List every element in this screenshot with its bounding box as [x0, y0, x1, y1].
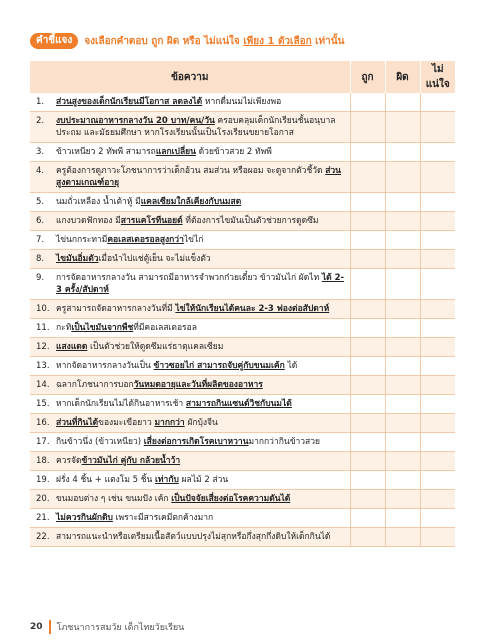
statement-emphasis: สารแคโรทีนอยด์ [120, 216, 183, 226]
answer-cell-false[interactable] [385, 376, 420, 395]
answer-cell-true[interactable] [350, 112, 385, 143]
statement-segment: ครูสามารถจัดอาหารกลางวันที่มี [56, 304, 176, 314]
table-row [30, 528, 455, 547]
table-header-row [30, 61, 455, 93]
statement-emphasis: วันหมดอายุและวันที่ผลิตของอาหาร [133, 380, 263, 390]
statement-text [56, 322, 346, 334]
statement-number: 19. [36, 475, 50, 485]
statement-cell [30, 231, 350, 250]
statement-emphasis: เป็นไขมันจากพืช [71, 323, 134, 333]
instruction-text-pre: จงเลือกคำตอบ ถูก ผิด หรือ ไม่แน่ใจ [84, 35, 244, 47]
table-row [30, 112, 455, 143]
statement-cell [30, 452, 350, 471]
statement-cell [30, 357, 350, 376]
answer-cell-unsure[interactable] [420, 376, 455, 395]
statement-cell [30, 112, 350, 143]
header-true: ถูก [350, 61, 385, 93]
answer-cell-true[interactable] [350, 193, 385, 212]
statement-cell [30, 414, 350, 433]
statement-emphasis: มากกว่า [154, 418, 185, 428]
answer-cell-unsure[interactable] [420, 528, 455, 547]
header-statement: ข้อความ [30, 61, 350, 93]
answer-cell-unsure[interactable] [420, 433, 455, 452]
statement-emphasis: เป็นปัจจัยเสี่ยงต่อโรคความดันได้ [171, 494, 291, 504]
statement-cell [30, 143, 350, 162]
quiz-table [30, 61, 455, 547]
statement-segment: นมถั่วเหลือง น้ำเต้าหู้ มี [56, 197, 141, 207]
statement-segment: แกงบวดฟักทอง มี [56, 216, 121, 226]
statement-text [56, 360, 346, 372]
answer-cell-true[interactable] [350, 162, 385, 193]
statement-number: 7. [36, 235, 45, 245]
statement-cell [30, 338, 350, 357]
statement-emphasis: เสี่ยงต่อการเกิดโรคเบาหวาน [143, 437, 249, 447]
statement-cell [30, 319, 350, 338]
answer-cell-false[interactable] [385, 395, 420, 414]
statement-segment: มากกว่ากินข้าวสวย [248, 437, 320, 447]
answer-cell-true[interactable] [350, 528, 385, 547]
answer-cell-false[interactable] [385, 112, 420, 143]
statement-number: 11. [36, 323, 50, 333]
statement-emphasis: แคลเซียมใกล้เคียงกับนมสด [140, 197, 242, 207]
statement-segment: เพราะมีสารเคมีตกค้างมาก [112, 513, 214, 523]
table-row [30, 212, 455, 231]
answer-cell-true[interactable] [350, 300, 385, 319]
answer-cell-false[interactable] [385, 193, 420, 212]
statement-cell [30, 509, 350, 528]
table-row [30, 269, 455, 300]
statement-segment: ที่ต้องการไขมันเป็นตัวช่วยการดูดซึม [182, 216, 319, 226]
answer-cell-false[interactable] [385, 162, 420, 193]
answer-cell-unsure[interactable] [420, 471, 455, 490]
statement-segment: เมื่อนำไปแช่ตู้เย็น จะไม่แข็งตัว [98, 254, 211, 264]
statement-emphasis: ได้ 2-3 ครั้ง/สัปดาห์ [56, 273, 345, 295]
answer-cell-unsure[interactable] [420, 250, 455, 269]
answer-cell-unsure[interactable] [420, 231, 455, 250]
statement-cell [30, 212, 350, 231]
answer-cell-false[interactable] [385, 357, 420, 376]
statement-number: 15. [36, 399, 50, 409]
statement-number: 3. [36, 147, 45, 157]
answer-cell-unsure[interactable] [420, 357, 455, 376]
statement-number: 14. [36, 380, 50, 390]
answer-cell-false[interactable] [385, 452, 420, 471]
table-row [30, 338, 455, 357]
table-row [30, 250, 455, 269]
table-row [30, 433, 455, 452]
statement-segment: หากเด็กนักเรียนไม่ได้กินอาหารเช้า [56, 399, 186, 409]
statement-segment: กินข้าวนึ่ง (ข้าวเหนียว) [56, 437, 144, 447]
instruction-text [84, 34, 344, 49]
statement-text [56, 215, 346, 227]
statement-cell [30, 193, 350, 212]
statement-text [56, 398, 346, 410]
answer-cell-unsure[interactable] [420, 112, 455, 143]
statement-segment: ผลไม้ 2 ส่วน [178, 475, 229, 485]
statement-number: 4. [36, 166, 45, 176]
statement-segment: กะทิ [56, 323, 72, 333]
statement-text [56, 253, 346, 265]
answer-cell-unsure[interactable] [420, 300, 455, 319]
statement-number: 5. [36, 197, 45, 207]
statement-emphasis: ไข่ให้นักเรียนได้คนละ 2-3 ฟองต่อสัปดาห์ [175, 304, 330, 314]
statement-number: 18. [36, 456, 50, 466]
statement-cell [30, 250, 350, 269]
statement-text [56, 531, 346, 543]
answer-cell-unsure[interactable] [420, 143, 455, 162]
statement-text [56, 272, 346, 296]
statement-cell [30, 528, 350, 547]
instruction-text-emphasis: เพียง 1 ตัวเลือก [243, 35, 312, 47]
answer-cell-true[interactable] [350, 376, 385, 395]
footer-title: โภชนาการสมวัย เด็กไทยวัยเรียน [56, 623, 185, 633]
table-row [30, 319, 455, 338]
answer-cell-unsure[interactable] [420, 193, 455, 212]
answer-cell-false[interactable] [385, 471, 420, 490]
answer-cell-false[interactable] [385, 509, 420, 528]
statement-segment: หากจัดอาหารกลางวันเป็น [56, 361, 154, 371]
table-row [30, 357, 455, 376]
statement-segment: ควรจัด [56, 456, 82, 466]
statement-emphasis: ข้าวซอยไก่ สามารถจับคู่กับขนมเค้ก [153, 361, 285, 371]
answer-cell-false[interactable] [385, 490, 420, 509]
answer-cell-true[interactable] [350, 395, 385, 414]
statement-segment: ด้วยข้าวสวย 2 ทัพพี [195, 147, 272, 157]
statement-segment: ฝรั่ง 4 ชิ้น + แตงโม 5 ชิ้น [56, 475, 156, 485]
answer-cell-unsure[interactable] [420, 162, 455, 193]
answer-cell-false[interactable] [385, 250, 420, 269]
table-row [30, 231, 455, 250]
answer-cell-true[interactable] [350, 250, 385, 269]
statement-emphasis: ส่วนสูงตามเกณฑ์อายุ [56, 166, 341, 188]
answer-cell-false[interactable] [385, 269, 420, 300]
answer-cell-true[interactable] [350, 433, 385, 452]
statement-emphasis: คอเลสเตอรอลสูงกว่า [107, 235, 184, 245]
header-unsure: ไม่แน่ใจ [420, 61, 455, 93]
table-row [30, 471, 455, 490]
statement-text [56, 474, 346, 486]
statement-text [56, 379, 346, 391]
answer-cell-false[interactable] [385, 231, 420, 250]
statement-segment: ของมะเขือยาว [98, 418, 155, 428]
table-row [30, 509, 455, 528]
statement-segment: การจัดอาหารกลางวัน สามารถมีอาหารจำพวกก๋วยเตี๋ยว ข้าวมันไก่ ผัดไท [56, 273, 322, 283]
statement-text [56, 115, 346, 139]
statement-text [56, 512, 346, 524]
answer-cell-true[interactable] [350, 269, 385, 300]
footer-divider [49, 620, 51, 634]
answer-cell-false[interactable] [385, 143, 420, 162]
statement-segment: ที่มีคอเลสเตอรอล [133, 323, 197, 333]
answer-cell-true[interactable] [350, 357, 385, 376]
answer-cell-false[interactable] [385, 300, 420, 319]
answer-cell-false[interactable] [385, 414, 420, 433]
table-row [30, 414, 455, 433]
statement-emphasis: แสงแดด [56, 342, 88, 352]
statement-emphasis: ส่วนสูงของเด็กนักเรียนมีโอกาส ลดลงได้ [56, 97, 203, 107]
page-footer [30, 620, 184, 634]
statement-number: 21. [36, 513, 50, 523]
statement-cell [30, 93, 350, 112]
statement-segment: สามารถแนะนำหรือเตรียมเนื้อสัตว์แบบปรุงไม่สุกหรือกึ่งสุกกึ่งดิบให้เด็กกินได้ [56, 532, 331, 542]
header-false: ผิด [385, 61, 420, 93]
statement-segment: ครอบคลุมเด็กนักเรียนชั้นอนุบาล ประถม และมัธยมศึกษา หากโรงเรียนนั้นเป็นโรงเรียนขยายโอกาส [56, 116, 336, 138]
answer-cell-true[interactable] [350, 338, 385, 357]
instruction-line [30, 33, 344, 49]
table-row [30, 93, 455, 112]
table-row [30, 143, 455, 162]
answer-cell-unsure[interactable] [420, 395, 455, 414]
answer-cell-unsure[interactable] [420, 93, 455, 112]
statement-number: 17. [36, 437, 50, 447]
statement-emphasis: ไขมันอิ่มตัว [56, 254, 99, 264]
statement-text [56, 341, 346, 353]
statement-segment: ครูต้องการดูภาวะโภชนาการว่าเด็กอ้วน สมส่วน หรือผอม จะดูจากตัวชี้วัด [56, 166, 326, 176]
answer-cell-false[interactable] [385, 319, 420, 338]
statement-emphasis: แลกเปลี่ยน [155, 147, 196, 157]
statement-cell [30, 269, 350, 300]
answer-cell-unsure[interactable] [420, 490, 455, 509]
answer-cell-true[interactable] [350, 471, 385, 490]
statement-number: 8. [36, 254, 45, 264]
statement-segment: ผักบุ้งจีน [184, 418, 218, 428]
statement-segment: ไข่ไก่ [183, 235, 204, 245]
statement-emphasis: งบประมาณอาหารกลางวัน 20 บาท/คน/วัน [56, 116, 215, 126]
statement-number: 13. [36, 361, 50, 371]
answer-cell-false[interactable] [385, 528, 420, 547]
answer-cell-false[interactable] [385, 433, 420, 452]
statement-text [56, 146, 346, 158]
table-row [30, 490, 455, 509]
statement-text [56, 417, 346, 429]
statement-emphasis: สามารถกินแซนด์วิชกับนมได้ [185, 399, 292, 409]
statement-emphasis: ข้าวมันไก่ คู่กับ กล้วยน้ำว้า [81, 456, 181, 466]
statement-segment: ฉลากโภชนาการบอก [56, 380, 134, 390]
table-row [30, 376, 455, 395]
answer-cell-true[interactable] [350, 490, 385, 509]
answer-cell-unsure[interactable] [420, 319, 455, 338]
table-row [30, 162, 455, 193]
statement-emphasis: ส่วนที่กินได้ [56, 418, 99, 428]
statement-segment: ขนมอบต่าง ๆ เช่น ขนมปัง เค้ก [56, 494, 172, 504]
statement-number: 6. [36, 216, 45, 226]
statement-number: 1. [36, 97, 45, 107]
answer-cell-true[interactable] [350, 212, 385, 231]
instruction-badge: คำชี้แจง [30, 33, 78, 49]
statement-cell [30, 376, 350, 395]
statement-number: 2. [36, 116, 45, 126]
statement-segment: ได้ [284, 361, 298, 371]
statement-text [56, 455, 346, 467]
page-number: 20 [30, 622, 43, 632]
statement-number: 20. [36, 494, 50, 504]
answer-cell-unsure[interactable] [420, 212, 455, 231]
answer-cell-unsure[interactable] [420, 414, 455, 433]
answer-cell-false[interactable] [385, 93, 420, 112]
answer-cell-true[interactable] [350, 143, 385, 162]
statement-segment: ไข่นกกระทามี [56, 235, 108, 245]
statement-text [56, 493, 346, 505]
statement-number: 12. [36, 342, 50, 352]
answer-cell-false[interactable] [385, 212, 420, 231]
statement-segment: หากดื่มนมไม่เพียงพอ [202, 97, 282, 107]
statement-emphasis: ไม่ควรกินผักดิบ [56, 513, 113, 523]
table-row [30, 395, 455, 414]
answer-cell-true[interactable] [350, 93, 385, 112]
statement-cell [30, 300, 350, 319]
statement-number: 22. [36, 532, 50, 542]
answer-cell-unsure[interactable] [420, 269, 455, 300]
table-row [30, 300, 455, 319]
answer-cell-unsure[interactable] [420, 452, 455, 471]
statement-cell [30, 395, 350, 414]
statement-number: 16. [36, 418, 50, 428]
statement-cell [30, 471, 350, 490]
answer-cell-true[interactable] [350, 509, 385, 528]
statement-segment: ข้าวเหนียว 2 ทัพพี สามารถ [56, 147, 156, 157]
statement-cell [30, 433, 350, 452]
answer-cell-true[interactable] [350, 319, 385, 338]
statement-text [56, 196, 346, 208]
answer-cell-true[interactable] [350, 414, 385, 433]
statement-text [56, 165, 346, 189]
statement-number: 10. [36, 304, 50, 314]
instruction-text-post: เท่านั้น [311, 35, 345, 47]
table-row [30, 452, 455, 471]
answer-cell-unsure[interactable] [420, 338, 455, 357]
statement-cell [30, 162, 350, 193]
answer-cell-unsure[interactable] [420, 509, 455, 528]
statement-number: 9. [36, 273, 45, 283]
statement-text [56, 303, 346, 315]
answer-cell-true[interactable] [350, 452, 385, 471]
statement-emphasis: เท่ากับ [155, 475, 179, 485]
statement-text [56, 96, 346, 108]
statement-cell [30, 490, 350, 509]
answer-cell-false[interactable] [385, 338, 420, 357]
statement-text [56, 436, 346, 448]
statement-segment: เป็นตัวช่วยให้ดูดซึมแร่ธาตุแคลเซียม [87, 342, 224, 352]
statement-text [56, 234, 346, 246]
answer-cell-true[interactable] [350, 231, 385, 250]
table-row [30, 193, 455, 212]
